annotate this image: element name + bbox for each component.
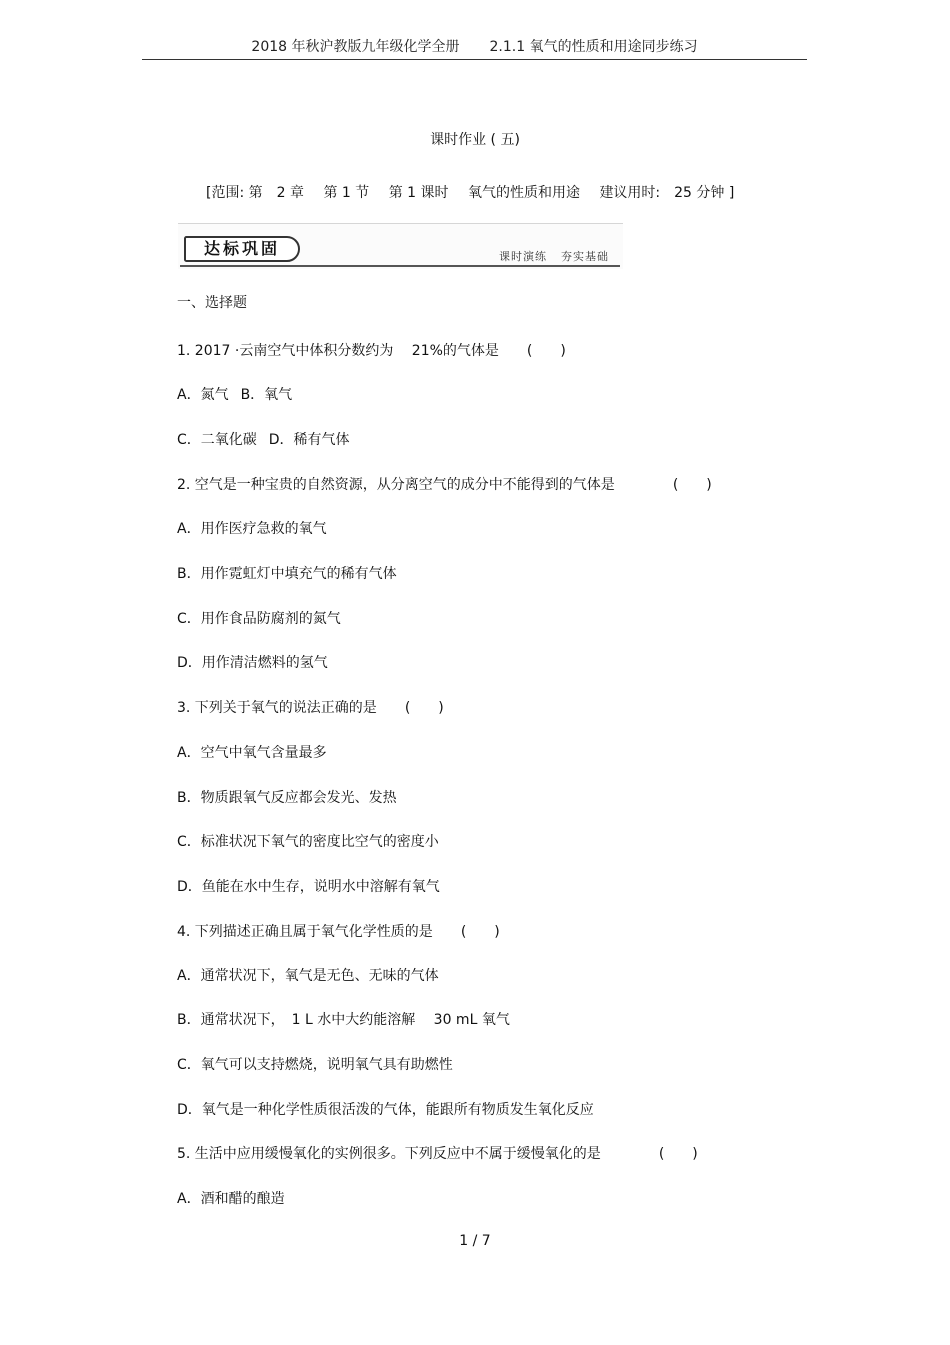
section-banner [178,223,623,269]
header-book-title: 2018 年秋沪教版九年级化学全册 [251,39,460,55]
page-header [142,36,807,56]
question-1-stem [177,340,566,360]
page-title: 课时作业 ( 五) [430,132,520,148]
scope-section: 第 1 节 [323,185,370,201]
question-3-stem [177,697,444,717]
answer-bracket: ( ) [526,343,566,359]
option-d: D．稀有气体 [268,432,350,448]
scope-chapter: [范围: 第 2 章 [206,185,304,201]
question-2-option-a: A．用作医疗急救的氧气 [177,521,327,537]
question-2-stem [177,474,712,494]
banner-caption [499,248,609,264]
question-5-option-a: A．酒和醋的酿造 [177,1191,285,1207]
header-lesson-title: 2.1.1 氧气的性质和用途同步练习 [489,39,698,55]
answer-bracket: ( ) [672,477,712,493]
question-3-option-c: C．标准状况下氧气的密度比空气的密度小 [177,834,439,850]
question-3-option-a: A．空气中氧气含量最多 [177,745,327,761]
option-b: B．氧气 [240,387,293,403]
scope-time: 建议用时: 25 分钟 ] [599,185,735,201]
question-1-options-cd [177,429,350,449]
section-title: 一、选择题 [177,295,247,311]
page-number: 1 / 7 [459,1233,491,1249]
banner-caption-1: 课时演练 [499,250,547,263]
question-4-option-b: B．通常状况下， 1 L 水中大约能溶解 30 mL 氧气 [177,1012,510,1028]
scope-period: 第 1 课时 [388,185,449,201]
question-1-options-ab [177,384,292,404]
question-4-option-d: D．氧气是一种化学性质很活泼的气体，能跟所有物质发生氧化反应 [177,1102,594,1118]
answer-bracket: ( ) [658,1146,698,1162]
question-4-option-c: C．氧气可以支持燃烧，说明氧气具有助燃性 [177,1057,453,1073]
question-stem-text: 3. 下列关于氧气的说法正确的是 [177,700,377,716]
banner-caption-2: 夯实基础 [561,250,609,263]
question-4-stem [177,921,500,941]
scope-line [206,182,734,202]
question-2-option-c: C．用作食品防腐剂的氮气 [177,611,341,627]
question-stem-text: 2. 空气是一种宝贵的自然资源，从分离空气的成分中不能得到的气体是 [177,477,615,493]
header-rule [142,59,807,60]
question-2-option-d: D．用作清洁燃料的氢气 [177,655,328,671]
question-3-option-b: B．物质跟氧气反应都会发光、发热 [177,790,397,806]
question-4-option-a: A．通常状况下，氧气是无色、无味的气体 [177,968,439,984]
banner-tab-label: 达标巩固 [184,236,300,262]
question-stem-text: 1. 2017 ·云南空气中体积分数约为 21%的气体是 [177,343,499,359]
question-stem-text: 4. 下列描述正确且属于氧气化学性质的是 [177,924,433,940]
scope-topic: 氧气的性质和用途 [467,185,580,201]
question-3-option-d: D．鱼能在水中生存，说明水中溶解有氧气 [177,879,440,895]
question-stem-text: 5. 生活中应用缓慢氧化的实例很多。下列反应中不属于缓慢氧化的是 [177,1146,601,1162]
question-5-stem [177,1143,698,1163]
answer-bracket: ( ) [460,924,500,940]
answer-bracket: ( ) [404,700,444,716]
option-c: C．二氧化碳 [177,432,257,448]
question-2-option-b: B．用作霓虹灯中填充气的稀有气体 [177,566,397,582]
banner-underline [180,265,620,267]
option-a: A．氮气 [177,387,229,403]
